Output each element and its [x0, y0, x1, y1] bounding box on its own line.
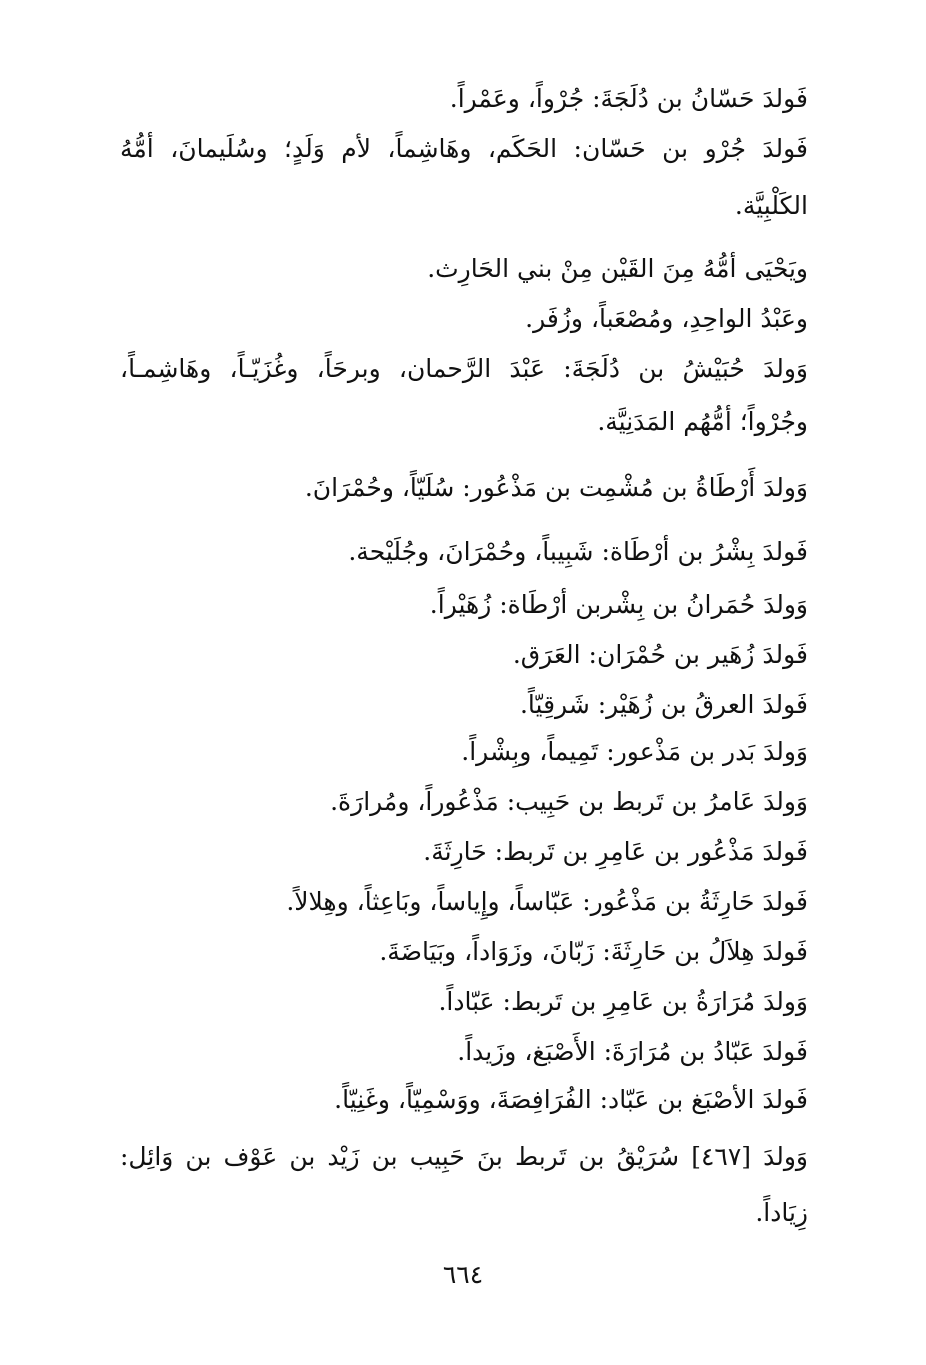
text-line: وَولدَ حُمَرانُ بن بِشْربن أرْطَاة: زُهَيْراً.: [429, 590, 808, 619]
text-line: فَولدَ حَارِثَةُ بن مَذْعُور: عَبّاساً، وإِياساً، وبَاعِثاً، وهِلالاً.: [286, 887, 808, 916]
text-line: وَولدَ بَدر بن مَذْعور: تَمِيماً، وبِشْراً.: [461, 737, 808, 766]
text-line: الكَلْبِيَّة.: [734, 191, 808, 220]
text-line: وجُرْواً؛ أمُّهُم المَدَنِيَّة.: [597, 407, 808, 436]
text-line: فَولدَ جُرْو بن حَسّان: الحَكَم، وهَاشِماً، لأم وَلَدٍ؛ وسُلَيمانَ، أمُّهُ: [120, 134, 808, 163]
text-line: وَولدَ أَرْطَاةُ بن مُشْمِت بن مَذْعُور: سُلَيّاً، وحُمْرَانَ.: [304, 473, 808, 502]
text-line: فَولدَ عَبّادُ بن مُرَارَةَ: الأَصْبَغ، وزَيداً.: [457, 1037, 808, 1066]
text-line: فَولدَ الأصْبَغ بن عَبّاد: الفُرَافِصَةَ، ووَسْمِيّاً، وغَنِيّاً.: [334, 1085, 808, 1114]
text-line: ويَحْيَى أمُّهُ مِنَ القَيْن مِنْ بني الحَارِث.: [427, 254, 808, 283]
text-line: وَولدَ عَامرُ بن تَربط بن حَبِيب: مَذْعُوراً، ومُرارَةَ.: [330, 787, 808, 816]
text-line: وَولدَ [٤٦٧] سُرَيْقُ بن تَربط بنَ حَبِيب بن زَيْد بن عَوْف بن وَائِل:: [120, 1142, 808, 1171]
text-line: وعَبْدُ الواحِدِ، ومُصْعَباً، وزُفَر.: [525, 304, 808, 333]
text-line: فَولدَ العرقُ بن زُهَيْر: شَرقِيّاً.: [519, 690, 808, 719]
text-line: وَولدَ حُبَيْشُ بن دُلَجَةَ: عَبْدَ الرَّحمان، وبرحَاً، وغُزَيّـاً، وهَاشِمـاً،: [120, 354, 808, 383]
text-line: فَولدَ بِشْرُ بن أرْطَاة: شَبِيباً، وحُمْرَانَ، وجُلَيْحة.: [348, 537, 808, 566]
text-line: وَولدَ مُرَارَةُ بن عَامِرِ بن تَربط: عَبّاداً.: [438, 987, 808, 1016]
text-line: زِيَاداً.: [755, 1198, 808, 1227]
text-line: فَولدَ زُهَير بن حُمْرَان: العَرَق.: [512, 640, 808, 669]
text-line: فَولدَ هِلاَلُ بن حَارِثَةَ: زَبّانَ، وزَوَاداً، وبَيَاضَةَ.: [379, 937, 808, 966]
text-line: فَولدَ حَسّانُ بن دُلَجَةَ: جُرْواً، وعَمْراً.: [449, 84, 808, 113]
page-number: ٦٦٤: [442, 1260, 484, 1289]
page-body: [120, 0, 808, 1365]
text-line: فَولدَ مَذْعُور بن عَامِرِ بن تَربط: حَارِثَةَ.: [423, 837, 808, 866]
